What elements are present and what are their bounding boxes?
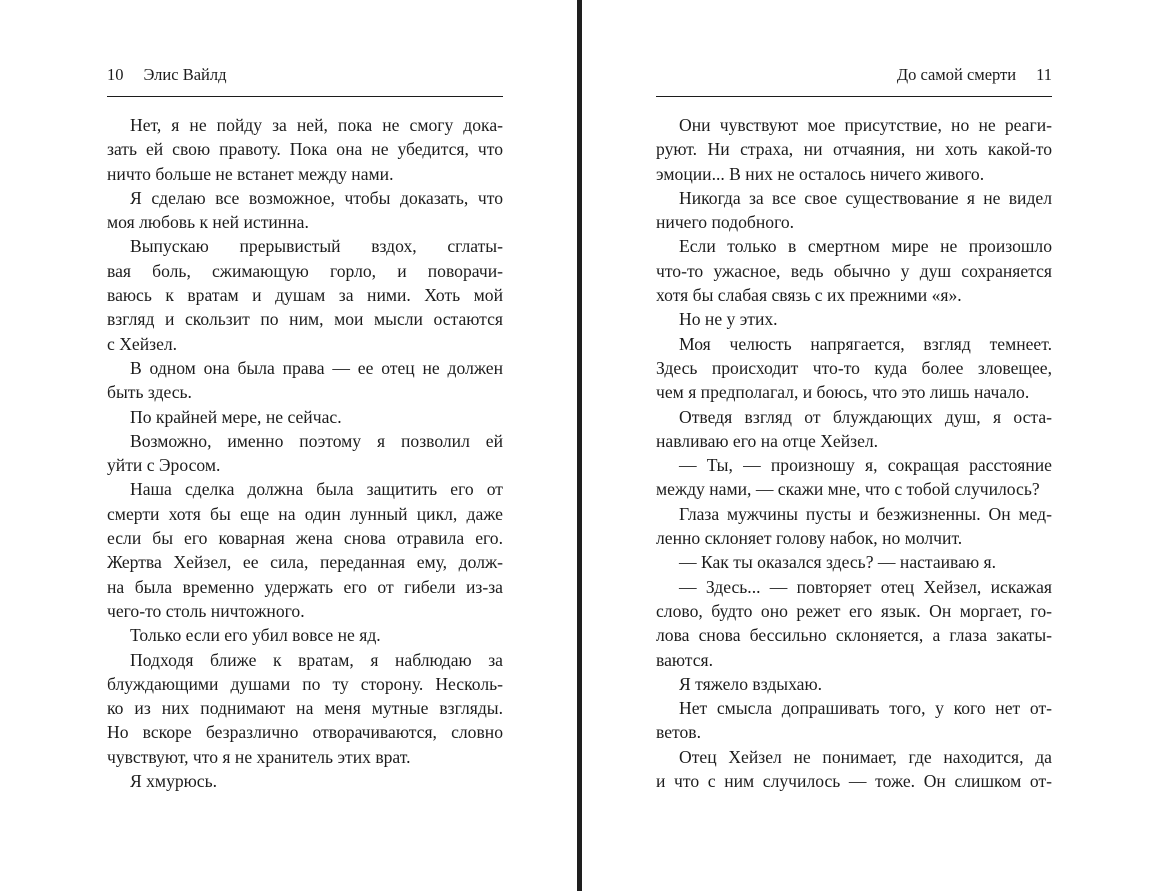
text-line: что-то ужасное, ведь обычно у душ сохраняется bbox=[656, 260, 1052, 281]
header-rule-right bbox=[656, 96, 1052, 97]
text-line: — Здесь... — повторяет отец Хейзел, искажая bbox=[679, 576, 1052, 597]
text-line: Они чувствуют мое присутствие, но не реаги- bbox=[679, 115, 1052, 135]
text-line: Выпускаю прерывистый вздох, сглаты- bbox=[130, 236, 503, 257]
text-line: Я тяжело вздыхаю. bbox=[679, 673, 823, 694]
text-line: зать ей свою правоту. Пока она не убедится, что bbox=[107, 139, 503, 160]
text-line: Но вскоре безразлично отворачиваются, словно bbox=[107, 722, 503, 743]
text-line: блуждающими душами по ту сторону. Несколь- bbox=[107, 673, 503, 694]
text-line: ленно склоняет голову набок, но молчит. bbox=[656, 528, 963, 549]
text-line: — Ты, — произношу я, сокращая расстояние bbox=[679, 455, 1052, 476]
text-line: Отведя взгляд от блуждающих душ, я оста- bbox=[679, 406, 1052, 427]
page-number-left: 10 bbox=[107, 65, 124, 84]
text-line: Я хмурюсь. bbox=[130, 771, 218, 792]
text-line: руют. Ни страха, ни отчаяния, ни хоть какой-то bbox=[656, 139, 1052, 160]
text-line: чувствуют, что я не хранитель этих врат. bbox=[107, 746, 411, 767]
text-line: моя любовь к ней истинна. bbox=[107, 212, 309, 233]
text-line: Если только в смертном мире не произошло bbox=[679, 236, 1052, 257]
text-line: Здесь происходит что-то куда более зловещее, bbox=[656, 357, 1052, 378]
text-line: чего-то столь ничтожного. bbox=[107, 600, 305, 621]
text-line: ваются. bbox=[656, 649, 713, 670]
text-line: Я сделаю все возможное, чтобы доказать, что bbox=[130, 187, 503, 208]
text-line: Но не у этих. bbox=[679, 309, 778, 330]
left-page-header bbox=[107, 64, 503, 86]
text-line: ничто больше не встанет между нами. bbox=[107, 163, 394, 184]
running-title-book: До самой смерти bbox=[896, 65, 1017, 84]
right-page bbox=[582, 0, 1157, 891]
text-line: уйти с Эросом. bbox=[107, 455, 221, 476]
text-line: лова снова бессильно склоняется, а глаза закаты- bbox=[656, 625, 1052, 646]
text-line: навливаю его на отце Хейзел. bbox=[656, 430, 879, 451]
text-line: чем я предполагал, и боюсь, что это лишь начало. bbox=[656, 382, 1030, 403]
left-page bbox=[0, 0, 578, 891]
text-line: хотя бы слабая связь с их прежними «я». bbox=[656, 285, 962, 306]
text-line: Нет смысла допрашивать того, у кого нет от- bbox=[679, 698, 1052, 719]
text-line: ваюсь к вратам и душам за ними. Хоть мой bbox=[107, 285, 503, 306]
text-line: По крайней мере, не сейчас. bbox=[130, 406, 342, 427]
text-line: Возможно, именно поэтому я позволил ей bbox=[130, 430, 503, 451]
text-line: Только если его убил вовсе не яд. bbox=[130, 625, 381, 646]
text-line: взгляд и скользит по ним, мои мысли остаются bbox=[107, 309, 503, 330]
text-line: Никогда за все свое существование я не видел bbox=[679, 187, 1052, 208]
text-line: ничего подобного. bbox=[656, 212, 795, 233]
text-line: если бы его коварная жена снова отравила его. bbox=[107, 528, 503, 549]
right-page-header bbox=[656, 64, 1052, 86]
text-line: Моя челюсть напрягается, взгляд темнеет. bbox=[679, 333, 1052, 354]
running-title-author: Элис Вайлд bbox=[143, 65, 227, 84]
text-line: Подходя ближе к вратам, я наблюдаю за bbox=[130, 649, 503, 670]
text-line: Жертва Хейзел, ее сила, переданная ему, долж- bbox=[107, 552, 503, 573]
left-page-body bbox=[107, 113, 503, 793]
text-line: Отец Хейзел не понимает, где находится, да bbox=[679, 746, 1052, 767]
text-line: вая боль, сжимающую горло, и поворачи- bbox=[107, 260, 503, 281]
page-number-right: 11 bbox=[1036, 65, 1052, 84]
text-line: быть здесь. bbox=[107, 382, 192, 403]
text-line: В одном она была права — ее отец не должен bbox=[130, 357, 503, 378]
text-line: ветов. bbox=[656, 722, 701, 743]
text-line: с Хейзел. bbox=[107, 333, 178, 354]
text-line: эмоции... В них не осталось ничего живого. bbox=[656, 163, 985, 184]
header-rule-left bbox=[107, 96, 503, 97]
text-line: слово, будто оно режет его язык. Он моргает, го- bbox=[656, 600, 1052, 621]
text-line: смерти хотя бы еще на один лунный цикл, даже bbox=[107, 503, 503, 524]
text-line: на была временно удержать его от гибели из-за bbox=[107, 576, 503, 597]
text-line: и что с ним случилось — тоже. Он слишком от- bbox=[656, 771, 1052, 792]
right-page-body bbox=[656, 113, 1052, 793]
text-line: ко из них поднимают на меня мутные взгляды. bbox=[107, 698, 503, 719]
text-line: между нами, — скажи мне, что с тобой случилось? bbox=[656, 479, 1040, 500]
text-line: Глаза мужчины пусты и безжизненны. Он мед- bbox=[679, 503, 1052, 524]
text-line: Нет, я не пойду за ней, пока не смогу дока- bbox=[130, 115, 503, 135]
text-line: — Как ты оказался здесь? — настаиваю я. bbox=[679, 552, 996, 573]
text-line: Наша сделка должна была защитить его от bbox=[130, 479, 503, 500]
